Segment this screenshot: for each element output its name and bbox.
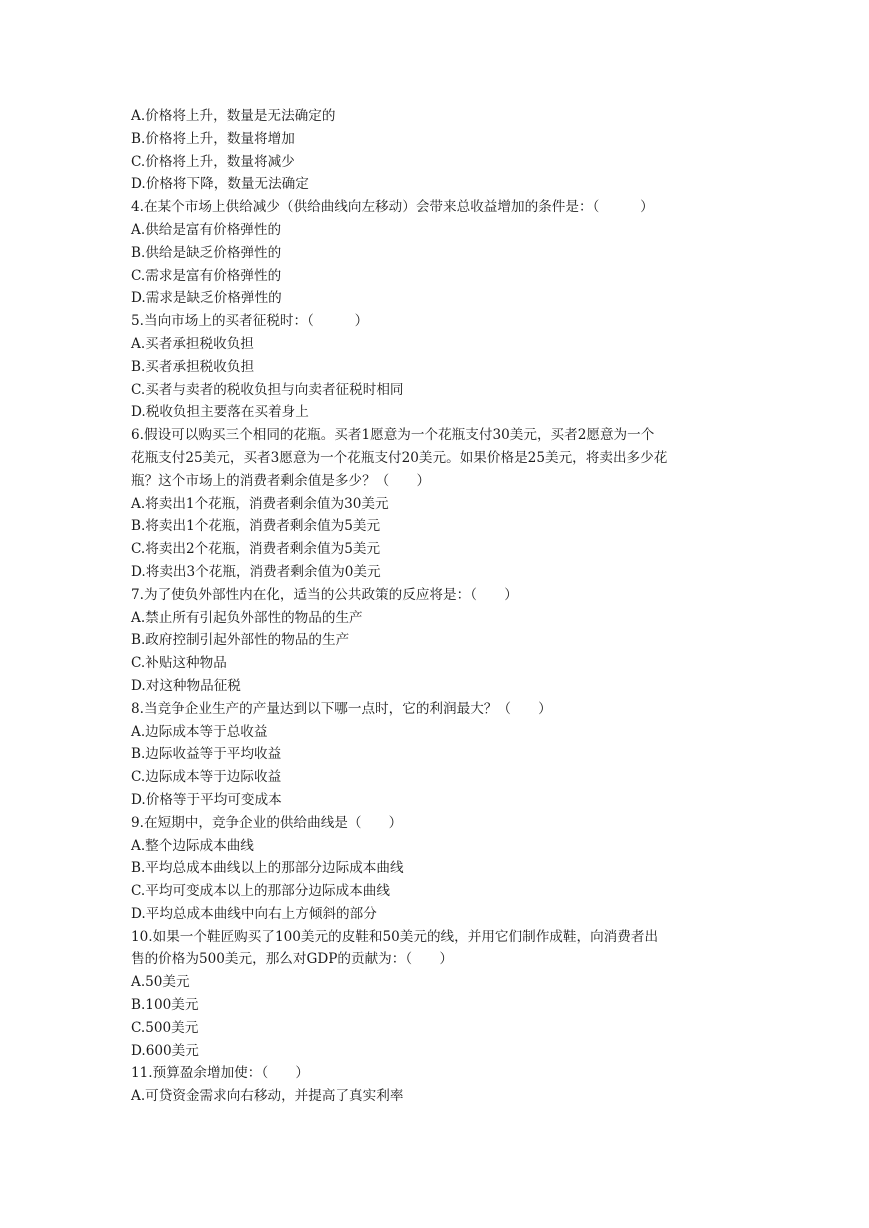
text-line: D.对这种物品征税: [131, 677, 241, 694]
text-line: D.价格将下降，数量无法确定: [131, 176, 309, 193]
question-line: 9.在短期中，竞争企业的供给曲线是（ ）: [131, 814, 403, 831]
text-line: C.价格将上升，数量将减少: [131, 153, 295, 170]
text-line: A.买者承担税收负担: [131, 335, 254, 352]
question-line: 7.为了使负外部性内在化，适当的公共政策的反应将是：（ ）: [131, 586, 518, 603]
text-line: B.供给是缺乏价格弹性的: [131, 244, 282, 261]
text-line: C.买者与卖者的税收负担与向卖者征税时相同: [131, 381, 404, 398]
text-line: B.100美元: [131, 997, 199, 1014]
text-line: D.需求是缺乏价格弹性的: [131, 290, 282, 307]
question-line: 11.预算盈余增加使：（ ）: [131, 1065, 309, 1082]
text-line: C.边际成本等于边际收益: [131, 769, 282, 786]
text-line: C.需求是富有价格弹性的: [131, 267, 282, 284]
text-line: A.整个边际成本曲线: [131, 837, 254, 854]
text-line: B.政府控制引起外部性的物品的生产: [131, 632, 350, 649]
text-line: C.平均可变成本以上的那部分边际成本曲线: [131, 883, 390, 900]
text-line: D.将卖出3个花瓶，消费者剩余值为0美元: [131, 563, 381, 580]
question-line: 4.在某个市场上供给减少（供给曲线向左移动）会带来总收益增加的条件是：（ ）: [131, 199, 654, 216]
text-line: B.平均总成本曲线以上的那部分边际成本曲线: [131, 860, 404, 877]
text-line: A.禁止所有引起负外部性的物品的生产: [131, 609, 363, 626]
text-line: A.价格将上升，数量是无法确定的: [131, 108, 336, 124]
text-line: B.边际收益等于平均收益: [131, 746, 282, 763]
text-line: C.补贴这种物品: [131, 655, 227, 672]
text-line: A.供给是富有价格弹性的: [131, 221, 282, 238]
text-line: B.价格将上升，数量将增加: [131, 130, 295, 147]
text-line: B.买者承担税收负担: [131, 358, 255, 375]
text-line: D.税收负担主要落在买着身上: [131, 404, 309, 421]
question-line: 售的价格为500美元，那么对GDP的贡献为：（ ）: [131, 951, 453, 968]
question-text-block: [131, 105, 731, 1108]
text-line: C.将卖出2个花瓶，消费者剩余值为5美元: [131, 541, 381, 558]
question-line: 6.假设可以购买三个相同的花瓶。买者1愿意为一个花瓶支付30美元，买者2愿意为一个: [131, 427, 655, 444]
text-line: C.500美元: [131, 1019, 199, 1036]
question-line: 瓶？这个市场上的消费者剩余值是多少？（ ）: [131, 472, 431, 489]
text-line: D.平均总成本曲线中向右上方倾斜的部分: [131, 905, 377, 922]
text-line: A.将卖出1个花瓶，消费者剩余值为30美元: [131, 495, 389, 512]
question-line: 5.当向市场上的买者征税时：（ ）: [131, 313, 369, 330]
text-line: A.50美元: [131, 974, 190, 991]
text-line: A.边际成本等于总收益: [131, 723, 268, 740]
text-line: D.价格等于平均可变成本: [131, 791, 282, 808]
question-line: 10.如果一个鞋匠购买了100美元的皮鞋和50美元的线，并用它们制作成鞋，向消费者出: [131, 928, 659, 945]
text-line: B.将卖出1个花瓶，消费者剩余值为5美元: [131, 518, 381, 535]
text-line: D.600美元: [131, 1042, 199, 1059]
text-line: A.可贷资金需求向右移动，并提高了真实利率: [131, 1088, 404, 1105]
question-line: 8.当竞争企业生产的产量达到以下哪一点时，它的利润最大？（ ）: [131, 700, 552, 717]
question-line: 花瓶支付25美元，买者3愿意为一个花瓶支付20美元。如果价格是25美元，将卖出多少花: [131, 449, 668, 466]
